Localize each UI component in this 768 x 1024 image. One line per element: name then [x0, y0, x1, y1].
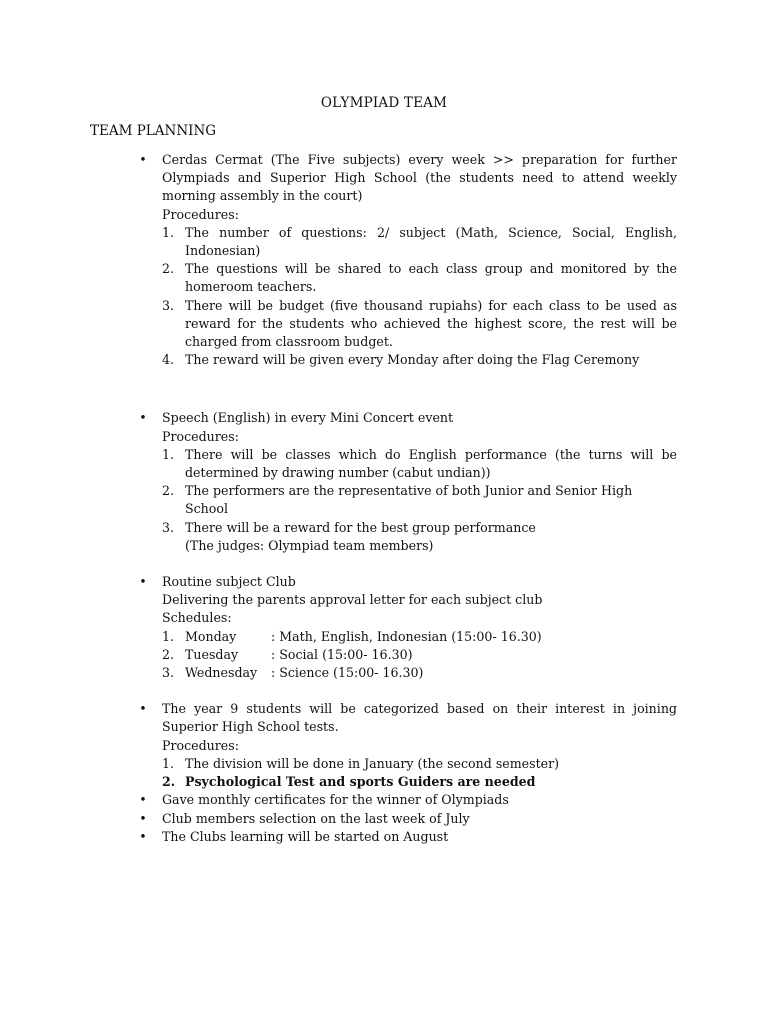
schedule-row [162, 628, 677, 646]
spacer [0, 555, 768, 573]
schedules-label: Schedules: [162, 610, 232, 626]
bullet-marker: • [139, 152, 147, 167]
schedule-day: Monday [185, 628, 237, 644]
schedule-row [162, 646, 677, 664]
judges-note: (The judges: Olympiad team members) [185, 537, 434, 553]
bullet-text: The year 9 students will be categorized based on their interest in joining Superior High School tests. [162, 701, 677, 735]
bullet-text: Routine subject Club [162, 574, 296, 590]
procedures-label: Procedures: [162, 428, 239, 444]
bullet-marker: • [139, 410, 147, 426]
section-heading: TEAM PLANNING [90, 123, 217, 139]
list-item [162, 351, 677, 369]
schedule-row [162, 664, 677, 682]
bullet-year9 [139, 700, 677, 791]
list-number: 1. [162, 446, 175, 462]
bullet-speech [139, 409, 677, 555]
bullet-learning-start [139, 828, 677, 846]
list-text: The performers are the representative of both Junior and Senior High School [185, 483, 633, 517]
list-item [162, 482, 677, 518]
schedule-day: Wednesday [185, 665, 258, 681]
list-number: 4. [162, 352, 175, 368]
list-number: 2. [162, 261, 175, 277]
list-text: Psychological Test and sports Guiders are needed [185, 774, 536, 790]
bullet-marker: • [139, 828, 147, 844]
bullet-marker: • [139, 810, 147, 826]
bullet-text: Speech (English) in every Mini Concert event [162, 410, 454, 426]
schedule-text: : Social (15:00- 16.30) [271, 646, 413, 662]
list-text: The questions will be shared to each class group and monitored by the homeroom teachers. [185, 261, 677, 295]
list-number: 2. [162, 774, 176, 790]
bullet-subtext: Delivering the parents approval letter for each subject club [162, 592, 543, 608]
schedule-text: : Science (15:00- 16.30) [271, 665, 424, 681]
list-text: There will be budget (five thousand rupiahs) for each class to be used as reward for the students who achieved the highest score, the rest will be charged from classroom budget. [185, 297, 677, 350]
bullet-text: The Clubs learning will be started on August [162, 828, 449, 844]
list-item [162, 755, 677, 773]
list-item [162, 224, 677, 260]
list-number: 3. [162, 297, 175, 313]
schedule-text: : Math, English, Indonesian (15:00- 16.30) [271, 628, 542, 644]
list-number: 3. [162, 665, 175, 681]
list-text: The number of questions: 2/ subject (Math, Science, Social, English, Indonesian) [185, 224, 677, 259]
list-number: 3. [162, 519, 175, 535]
list-number: 1. [162, 224, 175, 240]
bullet-selection [139, 810, 677, 828]
procedures-label: Procedures: [162, 206, 239, 222]
bullet-marker: • [139, 574, 147, 590]
bullet-certificates [139, 791, 677, 809]
list-number: 2. [162, 483, 175, 499]
list-item [162, 297, 677, 352]
list-number: 1. [162, 755, 175, 771]
list-number: 1. [162, 628, 175, 644]
spacer [0, 682, 768, 700]
list-item [162, 260, 677, 296]
bullet-cerdas-cermat [139, 151, 677, 369]
list-number: 2. [162, 646, 175, 662]
document-body [0, 151, 768, 846]
list-item [162, 519, 677, 537]
list-text: There will be classes which do English performance (the turns will be determined by drawing number (cabut undian)) [185, 446, 677, 481]
spacer [0, 369, 768, 409]
list-item [162, 773, 677, 791]
list-text: There will be a reward for the best group performance [185, 519, 536, 535]
schedule-day: Tuesday [185, 646, 239, 662]
bullet-text: Club members selection on the last week of July [162, 810, 470, 826]
document-title: OLYMPIAD TEAM [320, 95, 448, 111]
bullet-text: Cerdas Cermat (The Five subjects) every week >> preparation for further Olympiads and Superior High School (the students need to attend weekly morning assembly in the court) [162, 152, 677, 204]
list-text: The division will be done in January (the second semester) [185, 755, 560, 771]
list-text: The reward will be given every Monday after doing the Flag Ceremony [185, 352, 640, 368]
bullet-marker: • [139, 792, 147, 808]
list-item [162, 446, 677, 482]
bullet-routine-club [139, 573, 677, 682]
bullet-text: Gave monthly certificates for the winner of Olympiads [162, 792, 509, 808]
bullet-marker: • [139, 701, 147, 717]
procedures-label: Procedures: [162, 737, 239, 753]
